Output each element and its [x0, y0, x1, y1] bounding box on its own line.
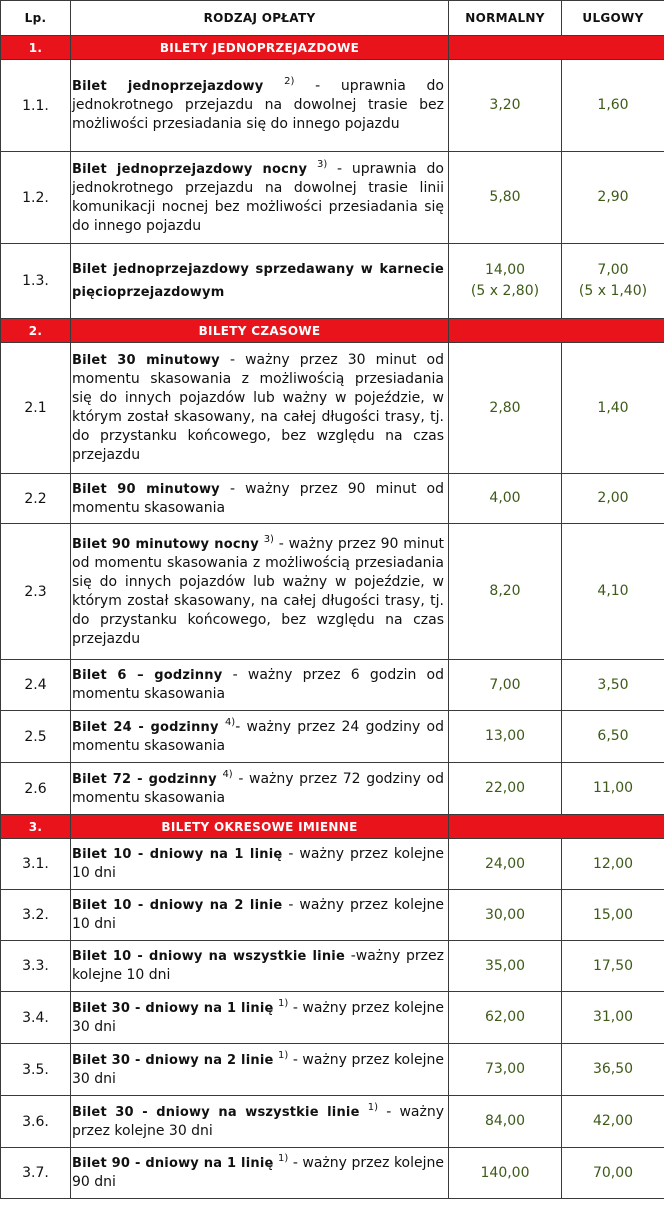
ticket-name: Bilet jednoprzejazdowy sprzedawany w karnecie pięcioprzejazdowym	[72, 262, 444, 300]
normal-price: 84,00	[449, 1096, 562, 1148]
section-blank	[449, 815, 664, 839]
row-number: 3.1.	[1, 839, 71, 890]
normal-price: 13,00	[449, 711, 562, 763]
header-fare-type: RODZAJ OPŁATY	[71, 1, 449, 36]
section-blank	[449, 36, 664, 60]
table-row	[1, 60, 664, 152]
row-number: 1.3.	[1, 244, 71, 319]
ticket-name: Bilet 10 - dniowy na 1 linię	[72, 847, 283, 862]
section-number: 2.	[1, 319, 71, 343]
reduced-price-breakdown: (5 x 1,40)	[578, 283, 648, 299]
normal-price: 22,00	[449, 763, 562, 815]
ticket-description: - ważny przez 24 godziny od momentu skasowania	[72, 718, 445, 754]
section-row	[1, 319, 664, 343]
ticket-description: - ważny przez kolejne 90 dni	[72, 1155, 444, 1190]
table-row	[1, 343, 664, 474]
row-description	[71, 244, 449, 319]
ticket-name: Bilet 30 - dniowy na wszystkie linie	[72, 1104, 360, 1120]
ticket-description: - ważny przez kolejne 30 dni	[72, 1051, 444, 1087]
row-description	[71, 60, 449, 152]
footnote-ref: 3)	[316, 158, 328, 170]
section-row	[1, 815, 664, 839]
row-description	[71, 152, 449, 244]
normal-price-total: 14,00	[484, 262, 526, 278]
table-row	[1, 763, 664, 815]
section-title: BILETY CZASOWE	[71, 319, 449, 343]
reduced-price: 1,40	[562, 343, 664, 474]
row-number: 2.1	[1, 343, 71, 474]
ticket-name: Bilet 30 - dniowy na 2 linie	[72, 1052, 274, 1068]
normal-price: 8,20	[449, 524, 562, 660]
reduced-price: 3,50	[562, 660, 664, 711]
ticket-name: Bilet jednoprzejazdowy	[72, 79, 264, 94]
reduced-price: 12,00	[562, 839, 664, 890]
reduced-price	[562, 244, 664, 319]
table-row	[1, 524, 664, 660]
table-row	[1, 1044, 664, 1096]
header-lp: Lp.	[1, 1, 71, 36]
ticket-name: Bilet 90 minutowy	[72, 481, 220, 497]
table-row	[1, 839, 664, 890]
row-number: 1.2.	[1, 152, 71, 244]
row-description	[71, 941, 449, 992]
ticket-description: - uprawnia do jednokrotnego przejazdu na dowolnej trasie linii komunikacji nocnej bez możliwości przesiadania się do innego pojazdu	[72, 160, 444, 234]
ticket-name: Bilet 10 - dniowy na wszystkie linie	[72, 949, 345, 964]
row-description	[71, 343, 449, 474]
ticket-name: Bilet 72 - godzinny	[72, 771, 217, 787]
section-title: BILETY JEDNOPRZEJAZDOWE	[71, 36, 449, 60]
ticket-name: Bilet 6 – godzinny	[72, 668, 223, 683]
normal-price: 30,00	[449, 890, 562, 941]
table-row	[1, 992, 664, 1044]
reduced-price: 1,60	[562, 60, 664, 152]
row-description	[71, 839, 449, 890]
row-number: 2.3	[1, 524, 71, 660]
ticket-name: Bilet 30 minutowy	[72, 353, 220, 368]
row-description	[71, 1148, 449, 1199]
row-description	[71, 711, 449, 763]
ticket-description: -ważny przez kolejne 10 dni	[72, 948, 444, 983]
row-number: 2.6	[1, 763, 71, 815]
normal-price	[449, 244, 562, 319]
ticket-name: Bilet 10 - dniowy na 2 linie	[72, 898, 283, 913]
table-row	[1, 711, 664, 763]
normal-price: 3,20	[449, 60, 562, 152]
row-number: 2.2	[1, 474, 71, 524]
ticket-description: - ważny przez kolejne 30 dni	[72, 1103, 444, 1139]
reduced-price: 2,00	[562, 474, 664, 524]
reduced-price: 36,50	[562, 1044, 664, 1096]
table-row	[1, 890, 664, 941]
ticket-name: Bilet 90 - dniowy na 1 linię	[72, 1156, 274, 1171]
row-number: 3.6.	[1, 1096, 71, 1148]
ticket-name: Bilet 30 - dniowy na 1 linię	[72, 1000, 274, 1016]
ticket-description: - ważny przez kolejne 30 dni	[72, 999, 444, 1035]
ticket-name: Bilet 24 - godzinny	[72, 719, 219, 735]
ticket-description: - ważny przez kolejne 10 dni	[72, 897, 444, 932]
footnote-ref: 1)	[278, 997, 289, 1009]
row-number: 1.1.	[1, 60, 71, 152]
ticket-description: - uprawnia do jednokrotnego przejazdu na dowolnej trasie bez możliwości przesiadania się do innego pojazdu	[72, 78, 444, 132]
footnote-ref: 3)	[263, 533, 274, 545]
footnote-ref: 4)	[224, 716, 236, 728]
row-description	[71, 1044, 449, 1096]
section-number: 1.	[1, 36, 71, 60]
normal-price: 2,80	[449, 343, 562, 474]
normal-price: 24,00	[449, 839, 562, 890]
reduced-price: 42,00	[562, 1096, 664, 1148]
row-description	[71, 1096, 449, 1148]
table-header-row	[1, 1, 664, 36]
reduced-price-total: 7,00	[597, 262, 629, 278]
header-normal: NORMALNY	[449, 1, 562, 36]
reduced-price: 11,00	[562, 763, 664, 815]
section-number: 3.	[1, 815, 71, 839]
footnote-ref: 1)	[367, 1101, 379, 1113]
table-row	[1, 1096, 664, 1148]
table-row	[1, 152, 664, 244]
normal-price: 35,00	[449, 941, 562, 992]
table-row	[1, 474, 664, 524]
row-number: 2.5	[1, 711, 71, 763]
normal-price: 4,00	[449, 474, 562, 524]
section-row	[1, 36, 664, 60]
normal-price: 73,00	[449, 1044, 562, 1096]
reduced-price: 4,10	[562, 524, 664, 660]
row-description	[71, 660, 449, 711]
row-description	[71, 992, 449, 1044]
ticket-name: Bilet jednoprzejazdowy nocny	[72, 161, 308, 177]
row-description	[71, 763, 449, 815]
ticket-description: - ważny przez 72 godziny od momentu skasowania	[72, 770, 445, 806]
row-description	[71, 890, 449, 941]
ticket-description: - ważny przez kolejne 10 dni	[72, 846, 444, 881]
reduced-price: 17,50	[562, 941, 664, 992]
section-blank	[449, 319, 664, 343]
row-number: 2.4	[1, 660, 71, 711]
table-row	[1, 941, 664, 992]
row-description	[71, 474, 449, 524]
section-title: BILETY OKRESOWE IMIENNE	[71, 815, 449, 839]
row-number: 3.7.	[1, 1148, 71, 1199]
row-number: 3.3.	[1, 941, 71, 992]
reduced-price: 15,00	[562, 890, 664, 941]
reduced-price: 31,00	[562, 992, 664, 1044]
normal-price: 5,80	[449, 152, 562, 244]
ticket-description: - ważny przez 90 minut od momentu skasowania	[72, 480, 444, 516]
table-row	[1, 1148, 664, 1199]
reduced-price: 70,00	[562, 1148, 664, 1199]
table-row	[1, 660, 664, 711]
ticket-description: - ważny przez 30 minut od momentu skasowania z możliwością przesiadania się do innych pojazdów lub ważny w pojeździe, w którym został skasowany, na całej długości trasy, tj. do przystanku końcowego, bez względu na czas przejazdu	[72, 352, 444, 463]
reduced-price: 6,50	[562, 711, 664, 763]
row-description	[71, 524, 449, 660]
footnote-ref: 1)	[278, 1153, 289, 1164]
ticket-name: Bilet 90 minutowy nocny	[72, 536, 259, 552]
table-row	[1, 244, 664, 319]
header-reduced: ULGOWY	[562, 1, 664, 36]
footnote-ref: 4)	[222, 768, 233, 780]
normal-price: 62,00	[449, 992, 562, 1044]
ticket-description: - ważny przez 6 godzin od momentu skasowania	[72, 667, 444, 702]
normal-price: 140,00	[449, 1148, 562, 1199]
row-number: 3.5.	[1, 1044, 71, 1096]
row-number: 3.2.	[1, 890, 71, 941]
normal-price: 7,00	[449, 660, 562, 711]
footnote-ref: 2)	[284, 76, 295, 87]
reduced-price: 2,90	[562, 152, 664, 244]
row-number: 3.4.	[1, 992, 71, 1044]
normal-price-breakdown: (5 x 2,80)	[470, 283, 540, 299]
footnote-ref: 1)	[278, 1049, 289, 1061]
ticket-description: - ważny przez 90 minut od momentu skasowania z możliwością przesiadania się do innych pojazdów lub ważny w pojeździe, w którym został skasowany, na całej długości trasy, tj. do przystanku końcowego, bez względu na czas przejazdu	[72, 535, 444, 647]
